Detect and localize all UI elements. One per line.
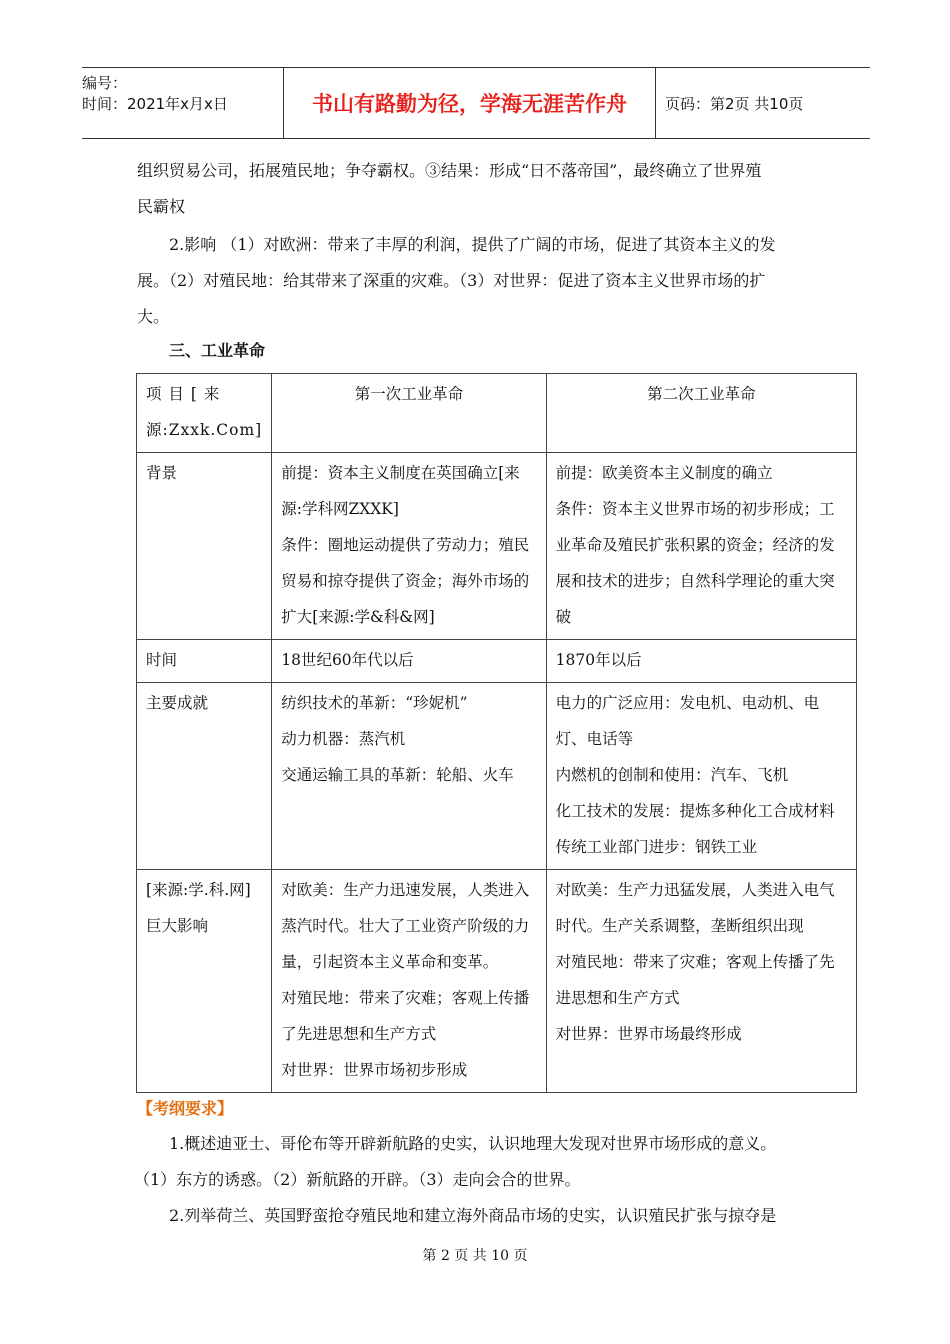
row-label xyxy=(137,640,272,683)
cell-text: 交通运输工具的革新：轮船、火车 xyxy=(281,766,514,784)
header-item: 项 目 [ 来源:Zxxk.Com] xyxy=(137,374,272,453)
cell-text: 对欧美：生产力迅速发展，人类进入蒸汽时代。壮大了工业资产阶级的力量，引起资本主义革命和变革。 xyxy=(281,881,530,971)
kaogang-content xyxy=(134,1126,857,1234)
motto: 书山有路勤为径，学海无涯苦作舟 xyxy=(283,68,656,138)
table-row xyxy=(137,453,857,640)
first-cell xyxy=(272,453,546,640)
impact-line-2: 展。（2）对殖民地：给其带来了深重的灾难。（3）对世界：促进了资本主义世界市场的扩 xyxy=(137,271,766,290)
row-label xyxy=(137,870,272,1093)
second-cell xyxy=(546,870,856,1093)
table-row xyxy=(137,683,857,870)
first-cell xyxy=(272,870,546,1093)
table-header-row xyxy=(137,374,857,453)
header-second: 第二次工业革命 xyxy=(546,374,856,453)
intro-paragraph xyxy=(137,153,857,225)
cell-text: 对殖民地：带来了灾难；客观上传播了先进思想和生产方式 xyxy=(555,953,835,1007)
intro-line-1: 组织贸易公司，拓展殖民地；争夺霸权。③结果：形成“日不落帝国”，最终确立了世界殖 xyxy=(137,161,762,180)
page-label: 页码：第2页 共10页 xyxy=(665,94,804,113)
header-meta xyxy=(82,68,282,138)
header-first: 第一次工业革命 xyxy=(272,374,546,453)
cell-text: 前提：资本主义制度在英国确立[来源:学科网ZXXK] xyxy=(281,464,520,518)
cell-text: 纺织技术的革新：“珍妮机” xyxy=(281,694,468,712)
cell-text: 化工技术的发展：提炼多种化工合成材料 xyxy=(555,802,835,820)
row-label-text: 主要成就 xyxy=(146,694,209,712)
cell-text: 传统工业部门进步：钢铁工业 xyxy=(555,838,758,856)
cell-text: 1870年以后 xyxy=(555,651,642,669)
table-row xyxy=(137,870,857,1093)
cell-text: 条件：圈地运动提供了劳动力；殖民贸易和掠夺提供了资金；海外市场的扩大[来源:学&科&网] xyxy=(281,536,530,626)
date-label: 时间：2021年x月x日 xyxy=(82,95,228,113)
cell-text: 前提：欧美资本主义制度的确立 xyxy=(555,464,773,482)
kaogang-item-1: 1.概述迪亚士、哥伦布等开辟新航路的史实，认识地理大发现对世界市场形成的意义。 xyxy=(169,1134,777,1153)
second-cell xyxy=(546,683,856,870)
table-row xyxy=(137,640,857,683)
industrial-revolution-table xyxy=(136,373,857,1093)
impact-line-3: 大。 xyxy=(137,307,170,326)
cell-text: 对欧美：生产力迅猛发展，人类进入电气时代。生产关系调整，垄断组织出现 xyxy=(555,881,835,935)
cell-text: 条件：资本主义世界市场的初步形成；工业革命及殖民扩张积累的资金；经济的发展和技术的进步；自然科学理论的重大突破 xyxy=(555,500,835,626)
page-footer: 第 2 页 共 10 页 xyxy=(422,1248,528,1264)
row-label-text: 时间 xyxy=(146,651,178,669)
row-label xyxy=(137,453,272,640)
kaogang-item-2: 2.列举荷兰、英国野蛮抢夺殖民地和建立海外商品市场的史实，认识殖民扩张与掠夺是 xyxy=(169,1206,777,1225)
cell-text: 18世纪60年代以后 xyxy=(281,651,414,669)
section-title: 三、工业革命 xyxy=(169,341,266,360)
cell-text: 对世界：世界市场最终形成 xyxy=(555,1025,742,1043)
second-cell xyxy=(546,640,856,683)
kaogang-item-1-sub: （1）东方的诱惑。（2）新航路的开辟。（3）走向会合的世界。 xyxy=(134,1170,581,1189)
row-label-text: 巨大影响 xyxy=(146,917,209,935)
cell-text: 内燃机的创制和使用：汽车、飞机 xyxy=(555,766,789,784)
first-cell xyxy=(272,683,546,870)
row-label xyxy=(137,683,272,870)
cell-text: 动力机器：蒸汽机 xyxy=(281,730,406,748)
impact-line-1: 2.影响 （1）对欧洲：带来了丰厚的利润，提供了广阔的市场，促进了其资本主义的发 xyxy=(169,235,776,254)
cell-text: 电力的广泛应用：发电机、电动机、电灯、电话等 xyxy=(555,694,820,748)
impact-paragraph xyxy=(137,227,857,335)
number-label: 编号： xyxy=(82,74,128,92)
kaogang-title: 【考纲要求】 xyxy=(137,1099,234,1118)
second-cell xyxy=(546,453,856,640)
page-header xyxy=(82,67,870,139)
row-label-text: [来源:学.科.网] xyxy=(146,881,251,899)
cell-text: 对殖民地：带来了灾难；客观上传播了先进思想和生产方式 xyxy=(281,989,530,1043)
row-label-text: 背景 xyxy=(146,464,178,482)
first-cell xyxy=(272,640,546,683)
intro-line-2: 民霸权 xyxy=(137,197,186,216)
cell-text: 对世界：世界市场初步形成 xyxy=(281,1061,468,1079)
